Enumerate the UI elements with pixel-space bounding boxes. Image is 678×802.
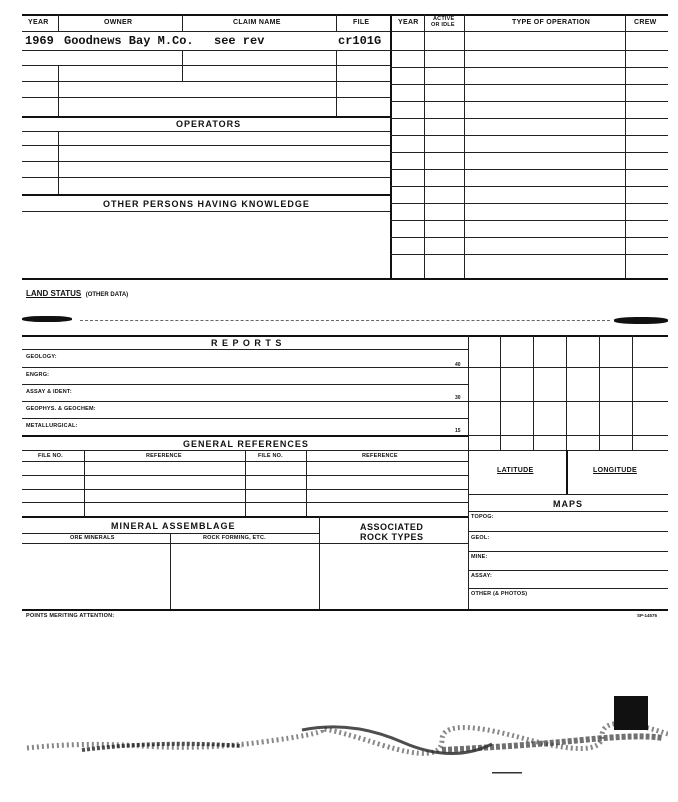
operators-row-line [22,177,390,178]
maps-geol: GEOL: [471,535,490,541]
right-row [390,220,668,221]
ref-row [22,489,468,490]
reports-number: 30 [455,395,461,401]
grid-row [468,367,668,368]
right-row [390,237,668,238]
reports-line [22,384,468,385]
reports-geophys: GEOPHYS. & GEOCHEM: [26,406,96,412]
maps-mine: MINE: [471,554,488,560]
reports-engrg: ENGRG: [26,372,50,378]
other-persons-rule [22,211,390,212]
maps-line [468,551,668,552]
reports-line [22,418,468,419]
right-row [390,152,668,153]
maps-other: OTHER (& PHOTOS) [471,591,528,597]
mineral-col [170,533,171,609]
entry-file: cr101G [338,34,382,48]
latlong-bottom [468,494,668,495]
mineral-col-right [319,516,320,609]
reports-metallurgical: METALLURGICAL: [26,423,78,429]
reports-number: 15 [455,428,461,434]
scan-smear-right [614,317,668,324]
ref-header-file-2: FILE NO. [258,453,283,459]
operators-title: OPERATORS [176,119,242,129]
maps-title: MAPS [553,499,584,509]
land-status [26,283,128,301]
owner-col-line [58,66,59,116]
top-rule [22,14,668,16]
reports-assay: ASSAY & IDENT: [26,389,72,395]
entry-year: 1969 [25,34,54,48]
header-year: YEAR [28,19,49,26]
latlong-divider [566,450,568,494]
general-refs-title: GENERAL REFERENCES [183,439,309,449]
right-row [390,169,668,170]
right-row [390,118,668,119]
sep-claim [336,14,337,31]
right-col-active [464,14,465,278]
grid-row [468,401,668,402]
right-row [390,50,668,51]
right-row [390,135,668,136]
main-bottom-rule [22,278,668,280]
header-owner: OWNER [104,19,133,26]
right-row [390,254,668,255]
header-year-2: YEAR [398,19,419,26]
mineral-header-rock: ROCK FORMING, ETC. [203,535,266,541]
ref-header-ref-1: REFERENCE [146,453,182,459]
operators-rule [22,131,390,132]
owner-row-line [22,65,390,66]
reports-line [22,367,468,368]
sep-year [58,14,59,31]
scan-noise [22,690,668,780]
ref-col [84,450,85,516]
land-status-title: LAND STATUS [26,289,82,298]
reports-bottom [22,435,468,437]
right-block-left [390,14,392,278]
associated-rule [319,543,468,544]
ref-row [22,475,468,476]
owner-row-line [22,50,390,51]
entry-claim-name: see rev [214,34,265,48]
owner-row-line [22,97,390,98]
grid-col [566,335,567,450]
right-row [390,67,668,68]
right-row [390,186,668,187]
associated-rock-2: ROCK TYPES [360,532,424,542]
right-row [390,203,668,204]
owner-col-line [182,50,183,82]
longitude-label: LONGITUDE [593,467,637,474]
ref-header-ref-2: REFERENCE [362,453,398,459]
reports-top [22,335,668,337]
grid-bottom [468,450,668,451]
owner-col-line [336,50,337,116]
maps-assay: ASSAY: [471,573,493,579]
grid-col [533,335,534,450]
header-rule [22,31,668,32]
header-crew: CREW [634,19,657,26]
maps-topog: TOPOG: [471,514,494,520]
owner-row-line [22,81,390,82]
ref-bottom [22,516,468,518]
reports-line [22,401,468,402]
scan-smear-left [22,316,72,322]
ref-col [245,450,246,516]
right-row [390,101,668,102]
header-claim-name: CLAIM NAME [233,19,281,26]
header-active-1: ACTIVE [433,16,455,22]
owner-block-bottom [22,116,390,118]
header-active-2: OR IDLE [431,22,455,28]
operators-col-line [58,131,59,194]
maps-rule [468,511,668,512]
operators-row-line [22,145,390,146]
mineral-header-ore: ORE MINERALS [70,535,115,541]
mineral-assemblage-title: MINERAL ASSEMBLAGE [111,521,236,531]
ref-header-file-1: FILE NO. [38,453,63,459]
latitude-label: LATITUDE [497,467,534,474]
associated-rock-1: ASSOCIATED [360,522,424,532]
reports-geology: GEOLOGY: [26,354,57,360]
maps-line [468,531,668,532]
form-number: SP-14575 [637,613,658,618]
sep-owner [182,14,183,31]
operators-bottom [22,194,390,196]
right-col-year [424,14,425,278]
points-meriting-attention: POINTS MERITING ATTENTION: [26,613,115,619]
dashed-rule [80,320,610,321]
header-type-of-operation: TYPE OF OPERATION [512,19,591,26]
reports-rule [22,349,468,350]
ref-col [306,450,307,516]
right-col-crew [625,14,626,278]
entry-owner: Goodnews Bay M.Co. [64,34,194,48]
reports-title: R E P O R T S [211,338,283,348]
reports-number: 40 [455,362,461,368]
grid-col [500,335,501,450]
maps-line [468,570,668,571]
operators-row-line [22,161,390,162]
ref-row [22,502,468,503]
grid-col [632,335,633,450]
maps-line [468,588,668,589]
grid-col [599,335,600,450]
right-row [390,84,668,85]
land-status-subtitle: (OTHER DATA) [85,292,129,298]
header-file: FILE [353,19,370,26]
reports-maps-divider [468,335,469,609]
other-persons-title: OTHER PERSONS HAVING KNOWLEDGE [103,199,310,209]
grid-row [468,435,668,436]
section-bottom-rule [22,609,668,611]
